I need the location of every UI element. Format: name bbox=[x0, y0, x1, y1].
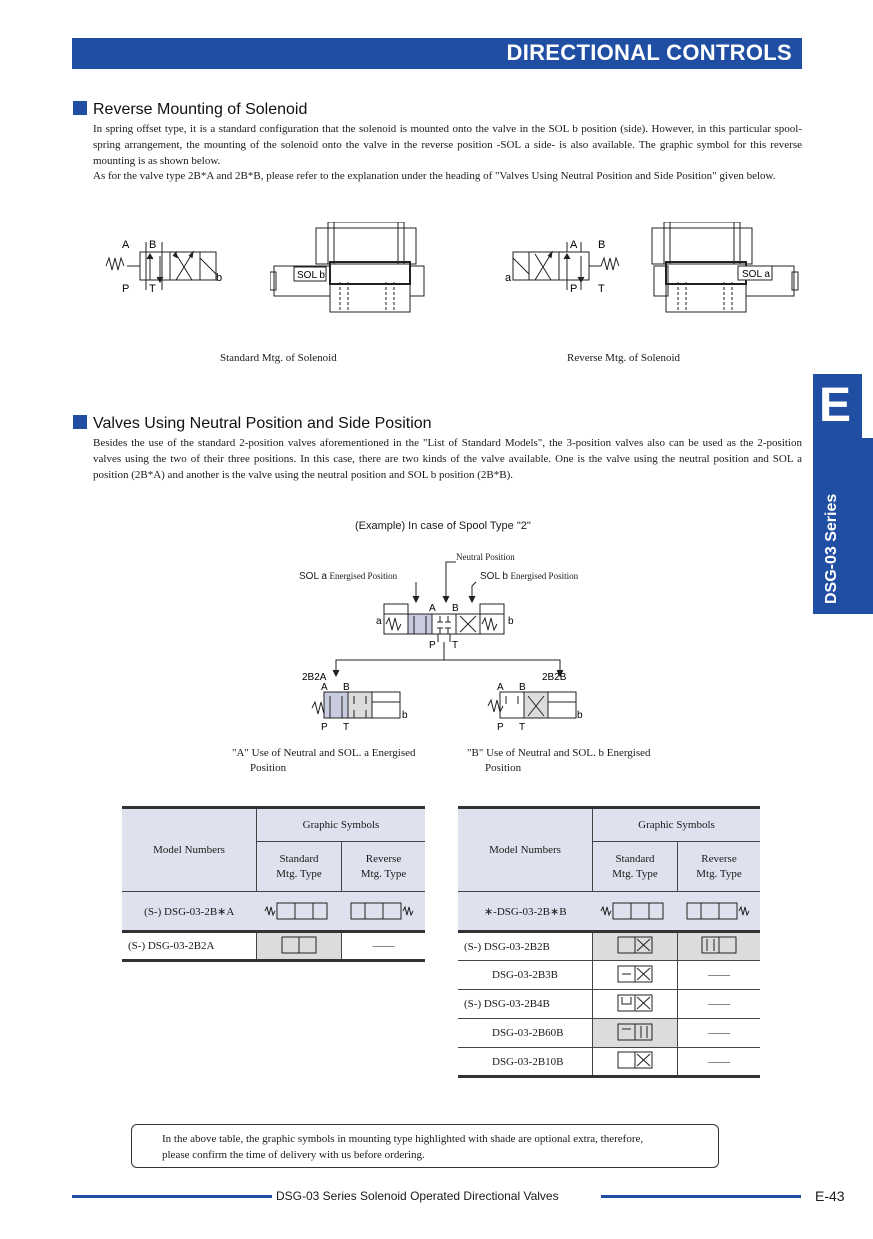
symbol-icon bbox=[617, 1023, 653, 1041]
diagram-side-a: a bbox=[376, 616, 382, 627]
small-port-p: P bbox=[321, 722, 328, 732]
symbol-icon bbox=[617, 994, 653, 1012]
page-number: E-43 bbox=[815, 1188, 845, 1204]
row-reverse-dash: —— bbox=[678, 961, 761, 990]
row-reverse-dash: —— bbox=[342, 932, 426, 961]
diagram-port-p: P bbox=[429, 640, 436, 651]
model-2b2a-label: 2B2A bbox=[302, 672, 327, 683]
th-standard: Standard Mtg. Type bbox=[257, 842, 342, 892]
spool-type-2-diagram bbox=[280, 556, 600, 732]
generic-std-symbol-icon bbox=[261, 895, 337, 925]
paragraph-reverse-1: In spring offset type, it is a standard configuration that the solenoid is mounted onto the valve in the SOL b position (side). However, in this particular spool-spring arrangement, the mounting of the solenoid onto the valve in the reverse position -SOL a side- is also available. The graphic symbol for this reverse mounting is as shown below. bbox=[93, 123, 802, 167]
generic-reverse-symbol bbox=[342, 892, 426, 932]
small-port-b-r: B bbox=[519, 682, 526, 693]
row-standard-symbol bbox=[593, 1048, 678, 1077]
port-p-label-rev: P bbox=[570, 283, 578, 295]
section-heading-neutral-side bbox=[73, 415, 432, 433]
generic-std-symbol-icon bbox=[597, 895, 673, 925]
side-a-label: a bbox=[505, 272, 512, 284]
symbol-icon bbox=[617, 1051, 653, 1069]
side-tab bbox=[813, 374, 873, 614]
generic-standard-symbol bbox=[593, 892, 678, 932]
row-generic-model: (S-) DSG-03-2B∗A bbox=[122, 892, 257, 932]
small-port-a-r: A bbox=[497, 682, 504, 693]
th-graphic-symbols: Graphic Symbols bbox=[257, 808, 426, 842]
th-model-numbers: Model Numbers bbox=[122, 808, 257, 892]
row-reverse-dash: —— bbox=[678, 1019, 761, 1048]
section-title: Reverse Mounting of Solenoid bbox=[93, 101, 308, 118]
row-standard-symbol bbox=[257, 932, 342, 961]
standard-mtg-symbol bbox=[100, 236, 230, 296]
row-model: DSG-03-2B60B bbox=[458, 1019, 593, 1048]
generic-rev-symbol-icon bbox=[681, 895, 757, 925]
caption-use-b-1: "B" Use of Neutral and SOL. b Energised bbox=[467, 747, 651, 759]
note-line-1: In the above table, the graphic symbols in mounting type highlighted with shade are optional extra, therefore, bbox=[162, 1133, 644, 1145]
sol-b-label: SOL b bbox=[297, 270, 325, 281]
standard-valve-drawing bbox=[270, 222, 430, 314]
row-model: (S-) DSG-03-2B2A bbox=[122, 932, 257, 961]
port-a-label: A bbox=[122, 239, 130, 251]
caption-standard-mtg: Standard Mtg. of Solenoid bbox=[220, 352, 337, 364]
port-b-label: B bbox=[149, 239, 157, 251]
caption-use-b-2: Position bbox=[485, 762, 522, 774]
row-standard-symbol bbox=[593, 990, 678, 1019]
row-generic-model: ∗-DSG-03-2B∗B bbox=[458, 892, 593, 932]
small-side-b: b bbox=[402, 710, 408, 721]
row-model: (S-) DSG-03-2B4B bbox=[458, 990, 593, 1019]
port-t-label: T bbox=[149, 283, 156, 295]
small-port-p-r: P bbox=[497, 722, 504, 732]
generic-reverse-symbol bbox=[678, 892, 761, 932]
row-model: DSG-03-2B3B bbox=[458, 961, 593, 990]
row-standard-symbol bbox=[593, 961, 678, 990]
label-neutral-position: Neutral Position bbox=[456, 552, 515, 562]
section-square-icon bbox=[73, 101, 87, 115]
footer-rule-right bbox=[601, 1195, 801, 1198]
row-reverse-dash: —— bbox=[678, 990, 761, 1019]
table-2b-a bbox=[122, 806, 425, 962]
diagram-port-b: B bbox=[452, 603, 459, 614]
symbol-icon bbox=[617, 965, 653, 983]
section-heading-reverse-mounting bbox=[73, 101, 307, 119]
small-port-t: T bbox=[343, 722, 350, 732]
header-bar bbox=[72, 38, 802, 69]
side-tab-letter: E bbox=[819, 379, 852, 432]
row-reverse-symbol bbox=[678, 932, 761, 961]
row-model: (S-) DSG-03-2B2B bbox=[458, 932, 593, 961]
th-graphic-symbols: Graphic Symbols bbox=[593, 808, 761, 842]
diagram-port-a: A bbox=[429, 603, 436, 614]
row-standard-symbol bbox=[593, 932, 678, 961]
caption-reverse-mtg: Reverse Mtg. of Solenoid bbox=[567, 352, 681, 364]
sol-a-text: SOL a bbox=[299, 571, 327, 582]
generic-rev-symbol-icon bbox=[345, 895, 421, 925]
small-side-b-r: b bbox=[577, 710, 583, 721]
diagram-port-t: T bbox=[452, 640, 459, 651]
row-standard-symbol bbox=[593, 1019, 678, 1048]
note-box bbox=[131, 1124, 719, 1168]
note-text bbox=[162, 1131, 643, 1163]
caption-use-a-2: Position bbox=[250, 762, 287, 774]
side-b-label: b bbox=[216, 272, 223, 284]
generic-standard-symbol bbox=[257, 892, 342, 932]
symbol-icon bbox=[701, 936, 737, 954]
section-square-icon bbox=[73, 415, 87, 429]
section-title: Valves Using Neutral Position and Side Position bbox=[93, 415, 432, 432]
row-reverse-dash: —— bbox=[678, 1048, 761, 1077]
energised-text: Energised Position bbox=[510, 571, 579, 581]
example-title: (Example) In case of Spool Type "2" bbox=[355, 520, 531, 532]
th-model-numbers: Model Numbers bbox=[458, 808, 593, 892]
th-reverse: Reverse Mtg. Type bbox=[678, 842, 761, 892]
diagram-side-b: b bbox=[508, 616, 514, 627]
side-tab-notch bbox=[862, 374, 873, 438]
small-port-t-r: T bbox=[519, 722, 526, 732]
port-p-label: P bbox=[122, 283, 130, 295]
th-reverse: Reverse Mtg. Type bbox=[342, 842, 426, 892]
reverse-valve-drawing bbox=[650, 222, 800, 314]
small-port-a: A bbox=[321, 682, 328, 693]
symbol-icon bbox=[617, 936, 653, 954]
symbol-icon bbox=[281, 936, 317, 954]
sol-a-label: SOL a bbox=[742, 269, 770, 280]
footer-rule-left bbox=[72, 1195, 272, 1198]
th-standard: Standard Mtg. Type bbox=[593, 842, 678, 892]
energised-text: Energised Position bbox=[329, 571, 398, 581]
port-t-label-rev: T bbox=[598, 283, 605, 295]
port-a-label-rev: A bbox=[570, 239, 578, 251]
small-port-b: B bbox=[343, 682, 350, 693]
side-tab-series: DSG-03 Series bbox=[823, 493, 840, 604]
paragraph-reverse-2: As for the valve type 2B*A and 2B*B, please refer to the explanation under the heading of "Valves Using Neutral Position and Side Position" given below. bbox=[93, 170, 776, 182]
note-line-2: please confirm the time of delivery with us before ordering. bbox=[162, 1149, 425, 1161]
reverse-mtg-symbol bbox=[505, 236, 635, 296]
port-b-label-rev: B bbox=[598, 239, 606, 251]
footer-title: DSG-03 Series Solenoid Operated Directional Valves bbox=[276, 1189, 559, 1203]
row-model: DSG-03-2B10B bbox=[458, 1048, 593, 1077]
table-2b-b bbox=[458, 806, 760, 1078]
model-2b2b-label: 2B2B bbox=[542, 672, 567, 683]
paragraph-neutral-side: Besides the use of the standard 2-position valves aforementioned in the "List of Standard Models", the 3-position valves also can be used as the 2-position valves using the two of their three positions. In this case, there are two kinds of the valve available. One is the valve using the neutral position and SOL a position (2B*A) and another is the valve using the neutral position and SOL b position (2B*B). bbox=[93, 437, 802, 481]
caption-use-a-1: "A" Use of Neutral and SOL. a Energised bbox=[232, 747, 416, 759]
sol-b-text: SOL b bbox=[480, 571, 508, 582]
page-title: DIRECTIONAL CONTROLS bbox=[506, 40, 792, 65]
